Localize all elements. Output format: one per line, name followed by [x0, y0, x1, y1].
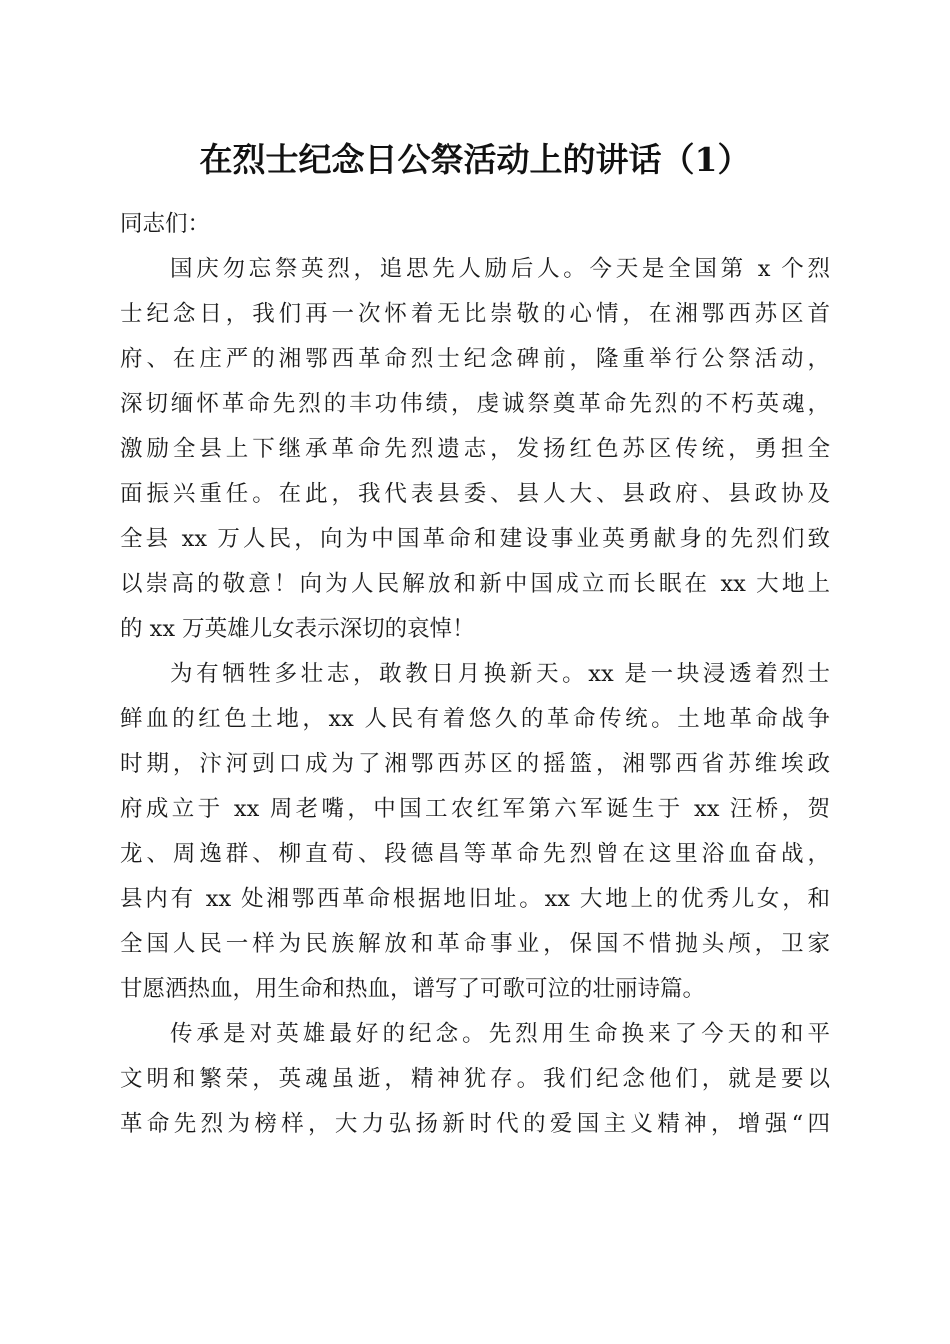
- paragraph-line: 时期，汴河剅口成为了湘鄂西苏区的摇篮，湘鄂西省苏维埃政: [120, 751, 830, 777]
- paragraph-1: [120, 247, 830, 652]
- document-body: [120, 202, 830, 1147]
- paragraph-line: 甘愿洒热血，用生命和热血，谱写了可歌可泣的壮丽诗篇。: [120, 976, 706, 1002]
- paragraph-line: 府、在庄严的湘鄂西革命烈士纪念碑前，隆重举行公祭活动，: [120, 346, 830, 372]
- paragraph-2: [120, 652, 830, 1012]
- paragraph-line: 面振兴重任。在此，我代表县委、县人大、县政府、县政协及: [120, 481, 830, 507]
- paragraph-line: 的 xx 万英雄儿女表示深切的哀悼！: [120, 616, 475, 642]
- paragraph-line: 全国人民一样为民族解放和革命事业，保国不惜抛头颅，卫家: [120, 931, 830, 957]
- paragraph-line: 龙、周逸群、柳直荀、段德昌等革命先烈曾在这里浴血奋战，: [120, 841, 830, 867]
- salutation: 同志们：: [120, 211, 211, 237]
- paragraph-3: [120, 1012, 830, 1147]
- paragraph-line: 文明和繁荣，英魂虽逝，精神犹存。我们纪念他们，就是要以: [120, 1066, 830, 1092]
- paragraph-line: 革命先烈为榜样，大力弘扬新时代的爱国主义精神，增强“四: [120, 1111, 830, 1137]
- paragraph-line: 全县 xx 万人民，向为中国革命和建设事业英勇献身的先烈们致: [120, 526, 830, 552]
- paragraph-line: 传承是对英雄最好的纪念。先烈用生命换来了今天的和平: [170, 1021, 830, 1047]
- paragraph-line: 县内有 xx 处湘鄂西革命根据地旧址。xx 大地上的优秀儿女，和: [120, 886, 830, 912]
- document-title: 在烈士纪念日公祭活动上的讲话（1）: [199, 140, 751, 179]
- paragraph-line: 深切缅怀革命先烈的丰功伟绩，虔诚祭奠革命先烈的不朽英魂，: [120, 391, 830, 417]
- paragraph-line: 鲜血的红色土地，xx 人民有着悠久的革命传统。土地革命战争: [120, 706, 830, 732]
- paragraph-line: 国庆勿忘祭英烈，追思先人励后人。今天是全国第 x 个烈: [170, 256, 830, 282]
- paragraph-line: 以崇高的敬意！向为人民解放和新中国成立而长眠在 xx 大地上: [120, 571, 830, 597]
- paragraph-line: 士纪念日，我们再一次怀着无比崇敬的心情，在湘鄂西苏区首: [120, 301, 830, 327]
- paragraph-line: 府成立于 xx 周老嘴，中国工农红军第六军诞生于 xx 汪桥，贺: [120, 796, 830, 822]
- paragraph-line: 激励全县上下继承革命先烈遗志，发扬红色苏区传统，勇担全: [120, 436, 830, 462]
- paragraph-line: 为有牺牲多壮志，敢教日月换新天。xx 是一块浸透着烈士: [170, 661, 830, 687]
